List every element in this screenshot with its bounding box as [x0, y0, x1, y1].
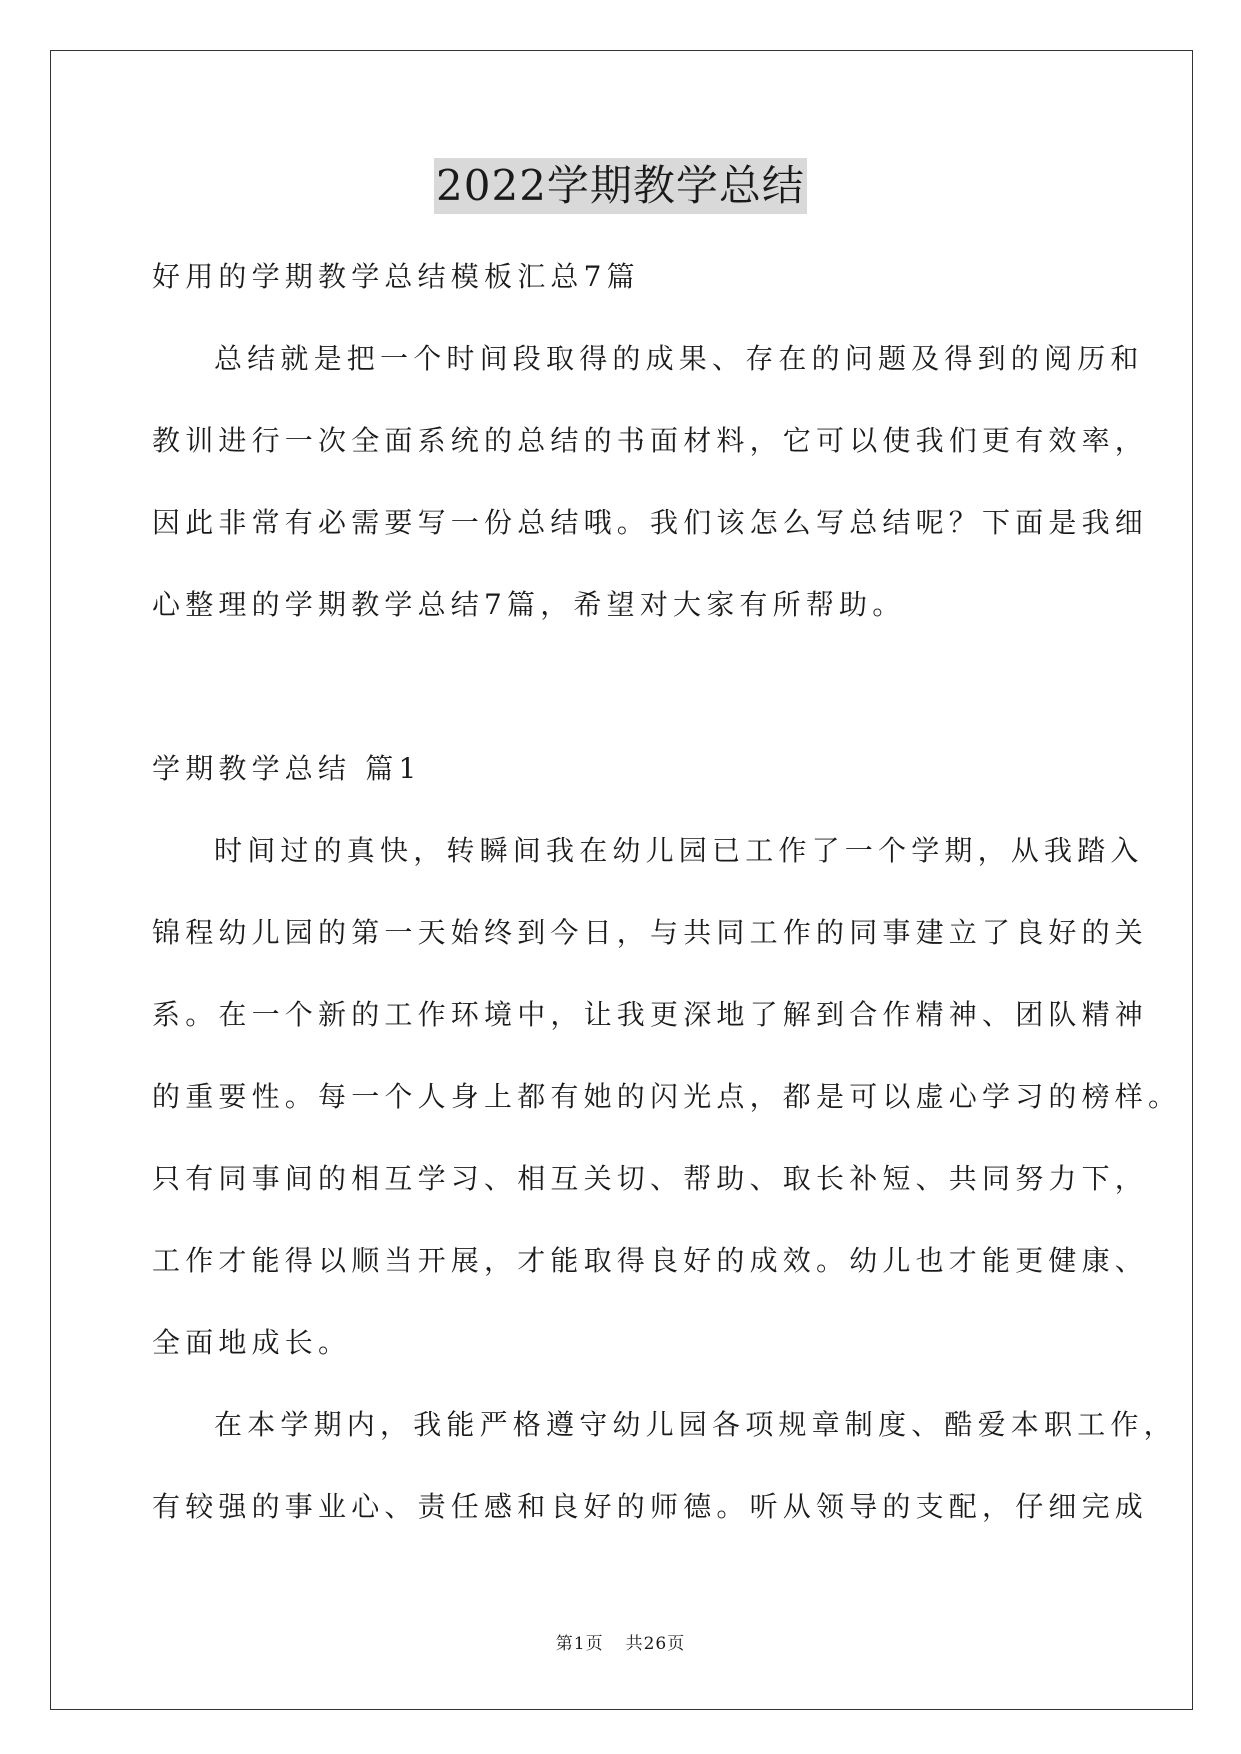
body-line-8: 在本学期内，我能严格遵守幼儿园各项规章制度、酷爱本职工作，	[214, 1408, 1177, 1441]
intro-line-4: 心整理的学期教学总结7篇，希望对大家有所帮助。	[152, 588, 906, 621]
page-total: 共26页	[625, 1634, 686, 1654]
intro-line-3: 因此非常有必需要写一份总结哦。我们该怎么写总结呢？下面是我细	[152, 506, 1149, 539]
body-line-9: 有较强的事业心、责任感和良好的师德。听从领导的支配，仔细完成	[152, 1490, 1149, 1523]
intro-line-2: 教训进行一次全面系统的总结的书面材料，它可以使我们更有效率，	[152, 424, 1149, 457]
body-line-6: 工作才能得以顺当开展，才能取得良好的成效。幼儿也才能更健康、	[152, 1244, 1149, 1277]
body-line-4: 的重要性。每一个人身上都有她的闪光点，都是可以虚心学习的榜样。	[152, 1080, 1182, 1113]
document-title: 2022学期教学总结	[434, 158, 807, 214]
document-body	[152, 236, 1182, 1548]
page-number: 第1页	[555, 1634, 604, 1654]
section-heading: 学期教学总结 篇1	[152, 752, 422, 785]
document-title-block	[0, 158, 1241, 214]
page-footer	[0, 1632, 1241, 1656]
paragraph-gap	[152, 646, 1112, 728]
body-line-5: 只有同事间的相互学习、相互关切、帮助、取长补短、共同努力下，	[152, 1162, 1149, 1195]
body-line-2: 锦程幼儿园的第一天始终到今日，与共同工作的同事建立了良好的关	[152, 916, 1149, 949]
subtitle-line: 好用的学期教学总结模板汇总7篇	[152, 260, 640, 293]
intro-line-1: 总结就是把一个时间段取得的成果、存在的问题及得到的阅历和	[214, 342, 1144, 375]
body-line-7: 全面地成长。	[152, 1326, 352, 1359]
body-line-1: 时间过的真快，转瞬间我在幼儿园已工作了一个学期，从我踏入	[214, 834, 1144, 867]
body-line-3: 系。在一个新的工作环境中，让我更深地了解到合作精神、团队精神	[152, 998, 1149, 1031]
